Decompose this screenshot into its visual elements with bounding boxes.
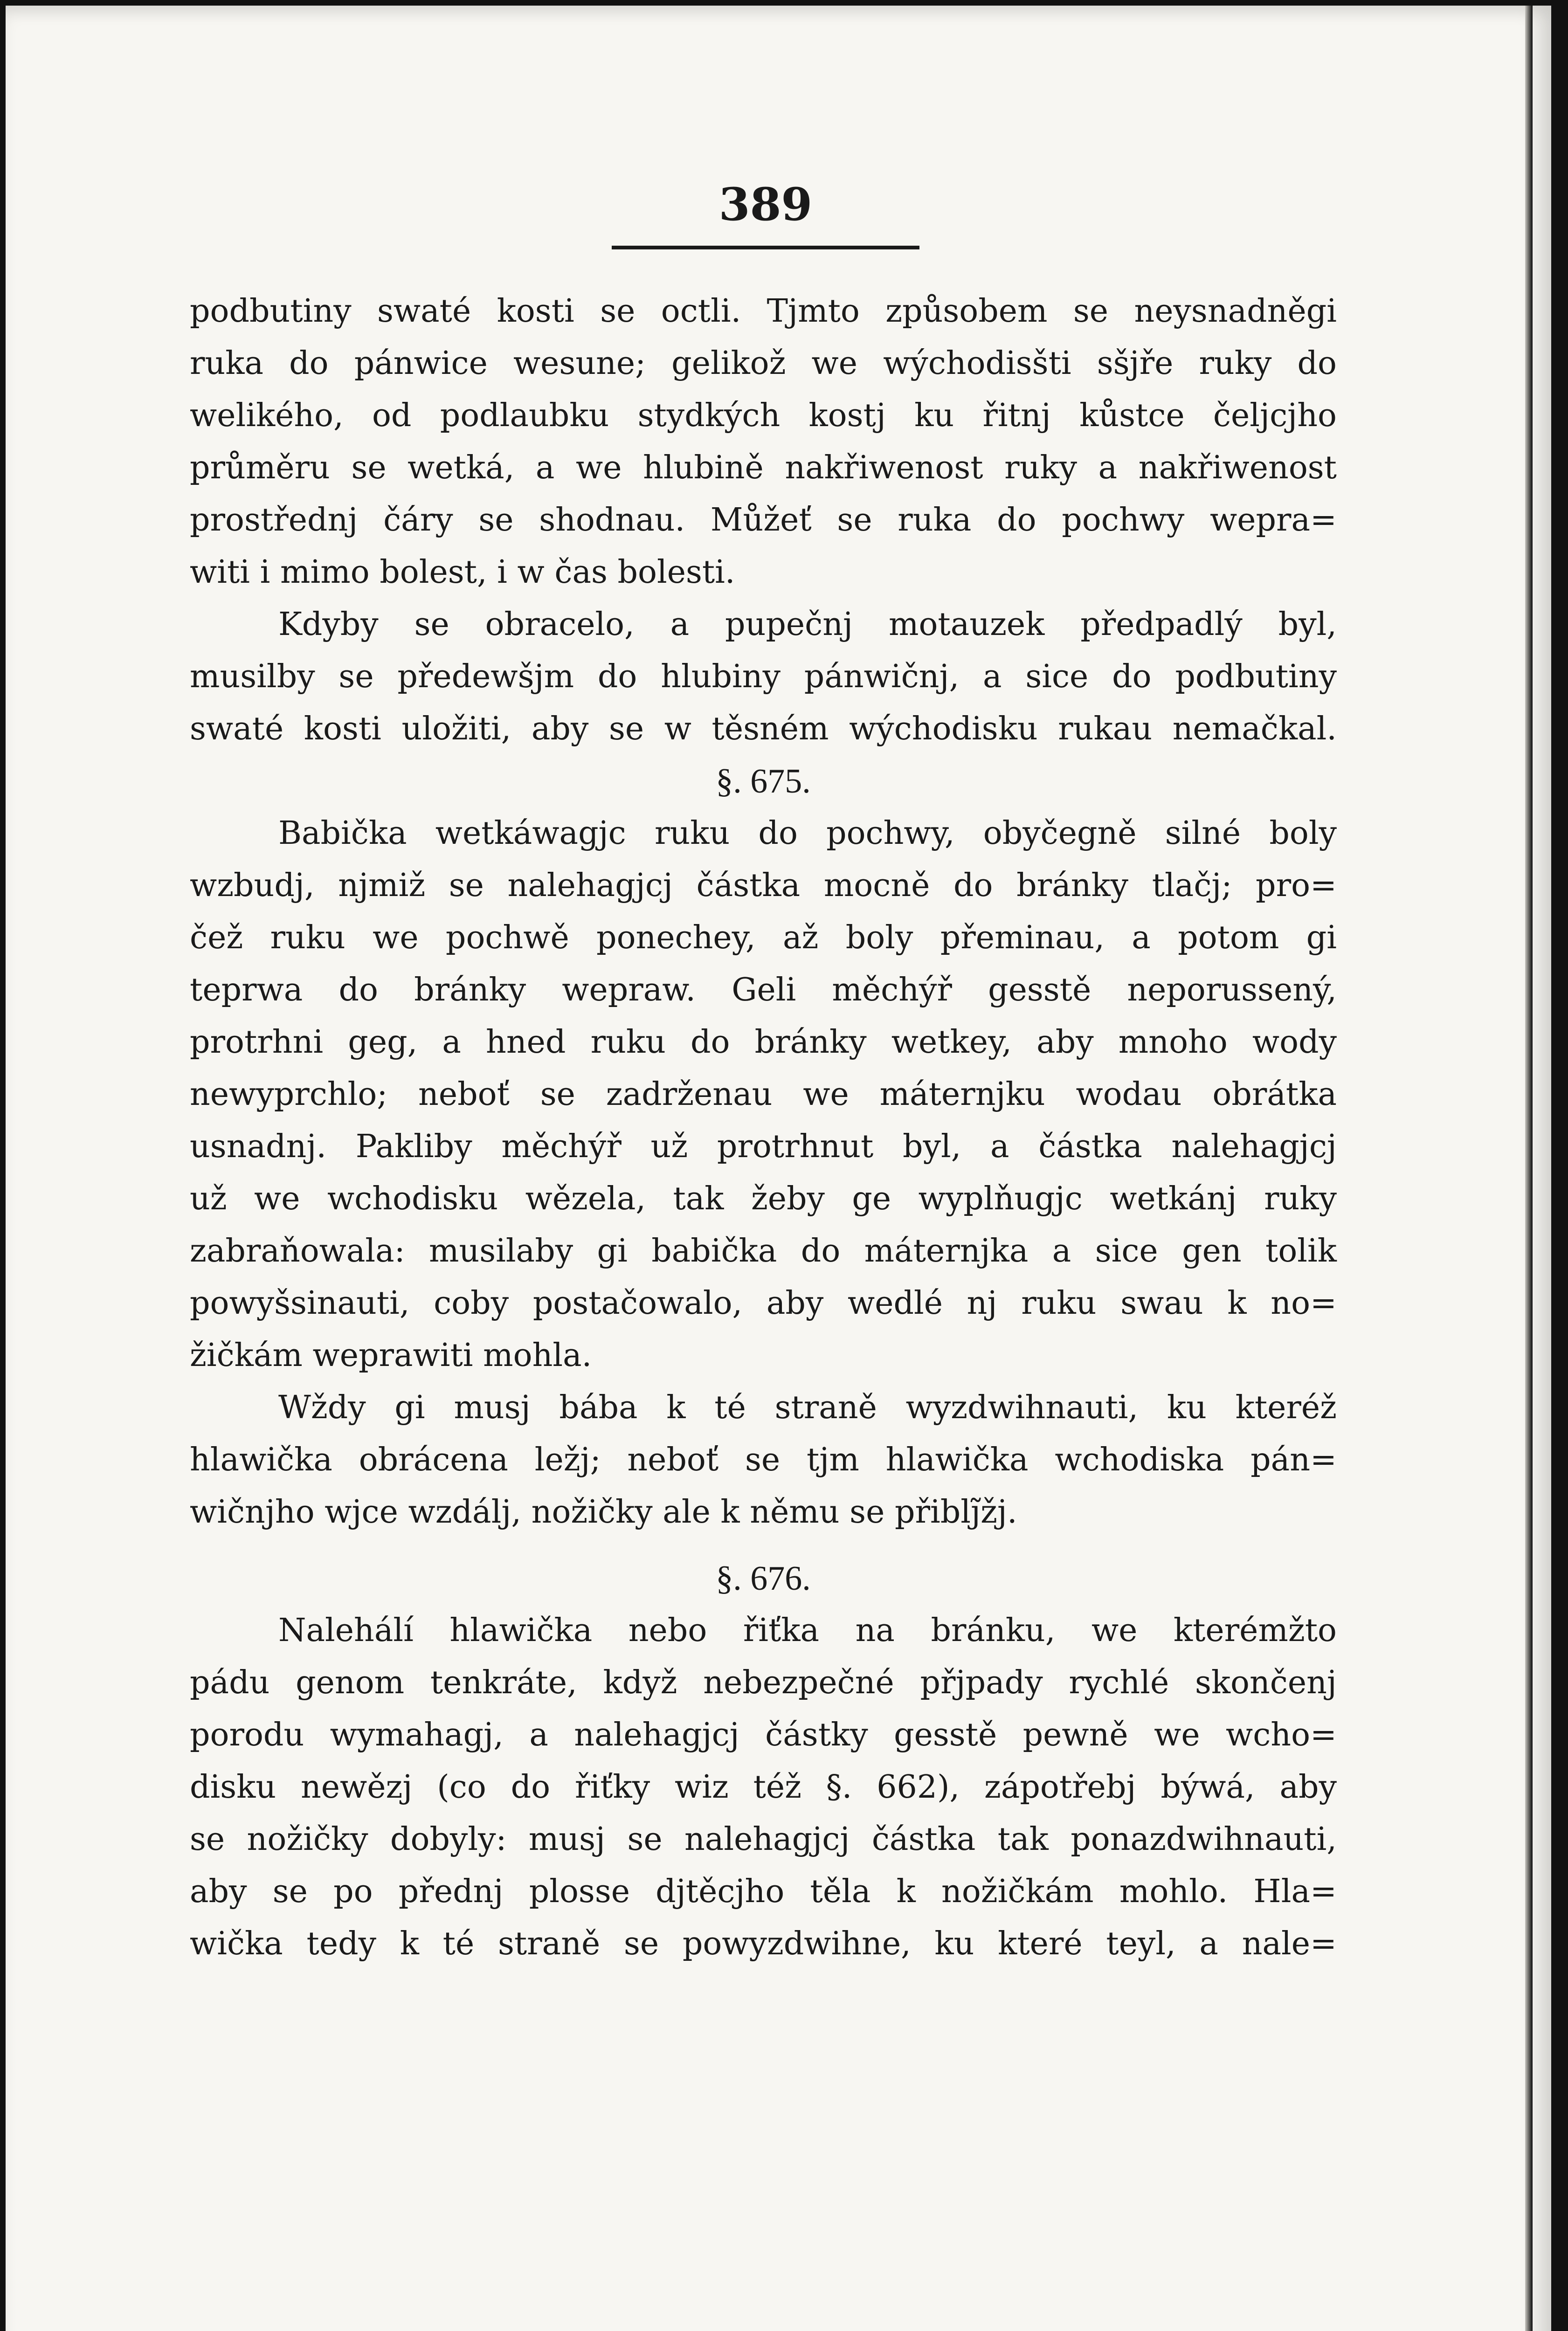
text-line: Babička wetkáwagjc ruku do pochwy, obyčegně silné boly — [278, 815, 1337, 852]
text-line: welikého, od podlaubku stydkých kostj ku řitnj kůstce čeljcjho — [190, 397, 1337, 434]
text-line: ruka do pánwice wesune; gelikož we wýchodisšti sšjře ruky do — [190, 345, 1337, 382]
text-line: wička tedy k té straně se powyzdwihne, ku které teyl, a nale= — [190, 1925, 1337, 1962]
text-line: Nalehálí hlawička nebo řiťka na bránku, we kterémžto — [278, 1612, 1337, 1649]
text-line: wičnjho wjce wzdálj, nožičky ale k němu se přiblj̃žj. — [190, 1494, 1017, 1531]
text-line: hlawička obrácena ležj; neboť se tjm hlawička wchodiska pán= — [190, 1441, 1337, 1478]
page-edge-shadow — [1525, 6, 1533, 2331]
text-line: žičkám weprawiti mohla. — [190, 1337, 592, 1374]
text-line: pádu genom tenkráte, když nebezpečné přjpady rychlé skončenj — [190, 1664, 1337, 1701]
text-line: čež ruku we pochwě ponechey, až boly přeminau, a potom gi — [190, 919, 1337, 956]
text-line: průměru se wetká, a we hlubině nakřiwenost ruky a nakřiwenost — [190, 449, 1337, 486]
text-line: wzbudj, njmiž se nalehagjcj částka mocně do bránky tlačj; pro= — [190, 867, 1337, 904]
text-line: disku newězj (co do řiťky wiz též §. 662), zápotřebj býwá, aby — [190, 1769, 1337, 1806]
page-number: 389 — [718, 178, 813, 231]
text-line: Wždy gi musj bába k té straně wyzdwihnauti, ku kteréž — [278, 1389, 1337, 1426]
text-line: se nožičky dobyly: musj se nalehagjcj částka tak ponazdwihnauti, — [190, 1821, 1337, 1858]
book-page — [6, 6, 1551, 2331]
section-heading: §. 675. — [716, 762, 811, 800]
text-line: prostřednj čáry se shodnau. Můžeť se ruka do pochwy wepra= — [190, 502, 1337, 538]
text-line: už we wchodisku wězela, tak žeby ge wyplňugjc wetkánj ruky — [190, 1180, 1337, 1217]
text-line: teprwa do bránky wepraw. Geli měchýř gesstě neporussený, — [190, 972, 1337, 1008]
text-line: aby se po přednj plosse djtěcjho těla k nožičkám mohlo. Hla= — [190, 1873, 1337, 1910]
body-text — [190, 285, 1337, 1970]
section-heading: §. 676. — [716, 1559, 811, 1598]
text-line: swaté kosti uložiti, aby se w těsném wýchodisku rukau nemačkal. — [190, 710, 1337, 747]
text-line: musilby se předewšjm do hlubiny pánwičnj, a sice do podbutiny — [190, 658, 1337, 695]
text-line: powyšsinauti, coby postačowalo, aby wedlé nj ruku swau k no= — [190, 1285, 1337, 1322]
text-line: porodu wymahagj, a nalehagjcj částky gesstě pewně we wcho= — [190, 1717, 1337, 1753]
text-line: zabraňowala: musilaby gi babička do máternjka a sice gen tolik — [190, 1233, 1337, 1269]
text-line: usnadnj. Pakliby měchýř už protrhnut byl, a částka nalehagjcj — [190, 1128, 1337, 1165]
text-line: witi i mimo bolest, i w čas bolesti. — [190, 554, 735, 591]
text-line: protrhni geg, a hned ruku do bránky wetkey, aby mnoho wody — [190, 1024, 1337, 1061]
text-line: Kdyby se obracelo, a pupečnj motauzek předpadlý byl, — [278, 606, 1337, 643]
header-rule — [612, 246, 919, 249]
text-line: newyprchlo; neboť se zadrženau we máternjku wodau obrátka — [190, 1076, 1337, 1113]
text-line: podbutiny swaté kosti se octli. Tjmto způsobem se neysnadněgi — [190, 293, 1337, 330]
